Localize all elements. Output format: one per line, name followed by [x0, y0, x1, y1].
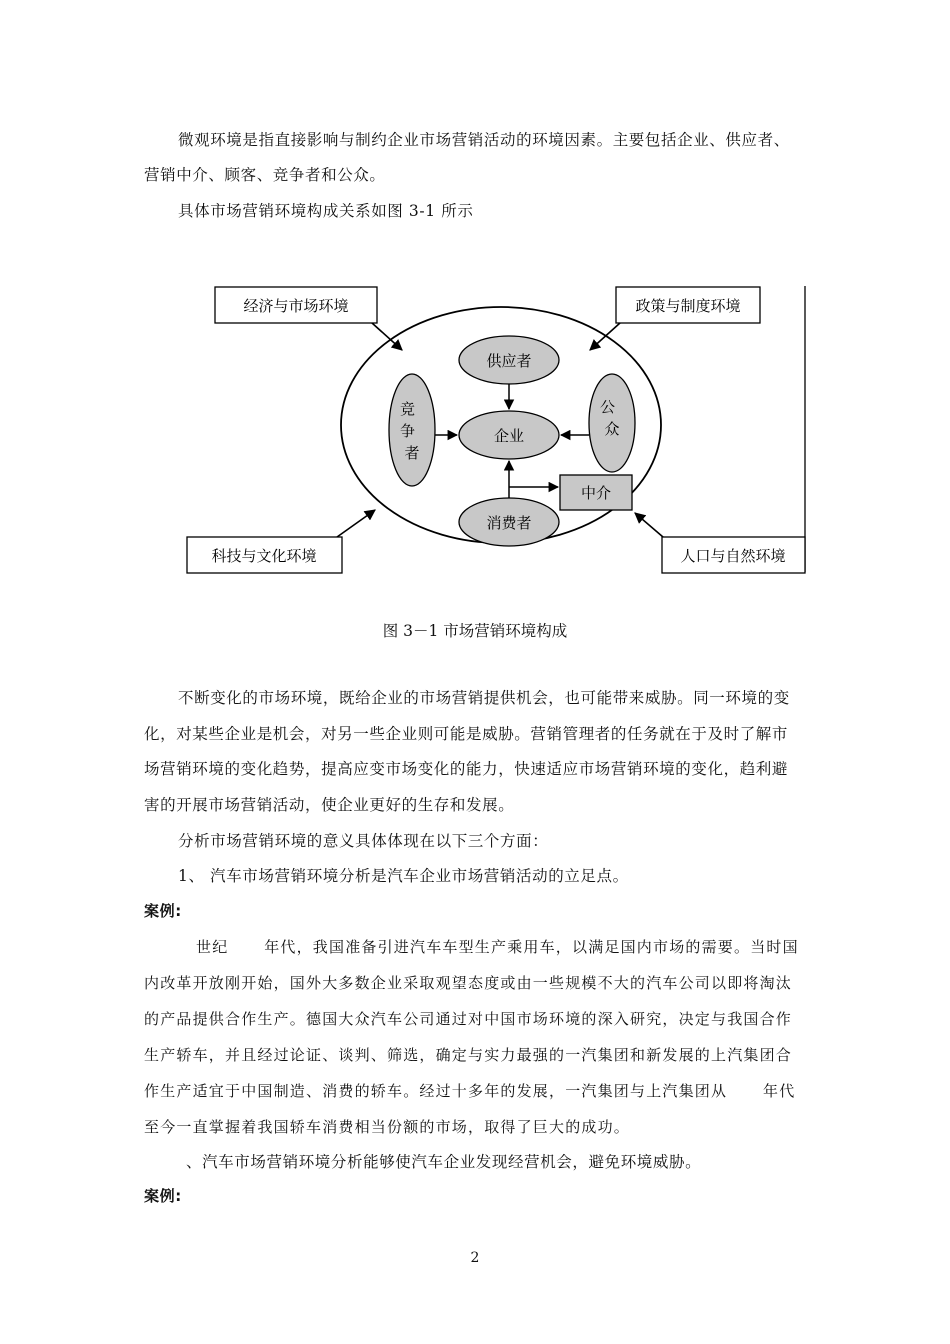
page-number: 2	[470, 1250, 480, 1266]
case-text-line: 生产轿车，并且经过论证、谈判、筛选，确定与实力最强的一汽集团和新发展的上汽集团合	[144, 1046, 793, 1064]
arrow-population	[635, 513, 663, 537]
node-intermediary-label: 中介	[580, 484, 612, 502]
figure-caption: 图 3－1 市场营销环境构成	[382, 622, 568, 640]
competitor-char: 竞	[399, 400, 415, 418]
case-text-line: 的产品提供合作生产。德国大众汽车公司通过对中国市场环境的深入研究，决定与我国合作	[144, 1010, 793, 1028]
paragraph-line: 化，对某些企业是机会，对另一些企业则可能是威胁。营销管理者的任务就在于及时了解市	[144, 725, 789, 743]
box-economy-market-label: 经济与市场环境	[243, 297, 349, 315]
case-text-line: 作生产适宜于中国制造、消费的轿车。经过十多年的发展，一汽集团与上汽集团从 年代	[144, 1082, 796, 1100]
case-label: 案例:	[144, 902, 182, 920]
public-char: 公	[599, 398, 615, 416]
paragraph-line: 微观环境是指直接影响与制约企业市场营销活动的环境因素。主要包括企业、供应者、	[178, 131, 790, 149]
paragraph-line: 营销中介、顾客、竞争者和公众。	[144, 166, 386, 184]
paragraph-line: 、汽车市场营销环境分析能够使汽车企业发现经营机会，避免环境威胁。	[186, 1153, 702, 1171]
case-text-line: 至今一直掌握着我国轿车消费相当份额的市场，取得了巨大的成功。	[144, 1118, 631, 1136]
box-tech-culture-label: 科技与文化环境	[211, 547, 317, 565]
box-policy-institution-label: 政策与制度环境	[635, 297, 741, 315]
public-char: 众	[604, 420, 620, 438]
competitor-char: 争	[399, 422, 415, 440]
paragraph-line: 分析市场营销环境的意义具体体现在以下三个方面：	[178, 832, 549, 850]
case-text-line: 世纪 年代，我国准备引进汽车车型生产乘用车，以满足国内市场的需要。当时国	[196, 938, 799, 956]
competitor-char: 者	[404, 444, 420, 462]
paragraph-line: 具体市场营销环境构成关系如图 3-1 所示	[178, 202, 474, 220]
box-population-nature-label: 人口与自然环境	[680, 547, 786, 565]
paragraph-line: 害的开展市场营销活动，使企业更好的生存和发展。	[144, 796, 515, 814]
node-consumer-label: 消费者	[486, 514, 532, 532]
node-enterprise-label: 企业	[493, 427, 525, 445]
paragraph-line: 1、 汽车市场营销环境分析是汽车企业市场营销活动的立足点。	[178, 867, 629, 885]
case-text-line: 内改革开放刚开始，国外大多数企业采取观望态度或由一些规模不大的汽车公司以即将淘汰	[144, 974, 793, 992]
arrow-tech	[337, 510, 375, 537]
paragraph-line: 不断变化的市场环境，既给企业的市场营销提供机会，也可能带来威胁。同一环境的变	[178, 689, 790, 707]
node-supplier-label: 供应者	[486, 352, 532, 370]
marketing-environment-diagram	[180, 280, 810, 580]
case-label: 案例:	[144, 1187, 182, 1205]
paragraph-line: 场营销环境的变化趋势，提高应变市场变化的能力，快速适应市场营销环境的变化，趋利避	[144, 760, 789, 778]
